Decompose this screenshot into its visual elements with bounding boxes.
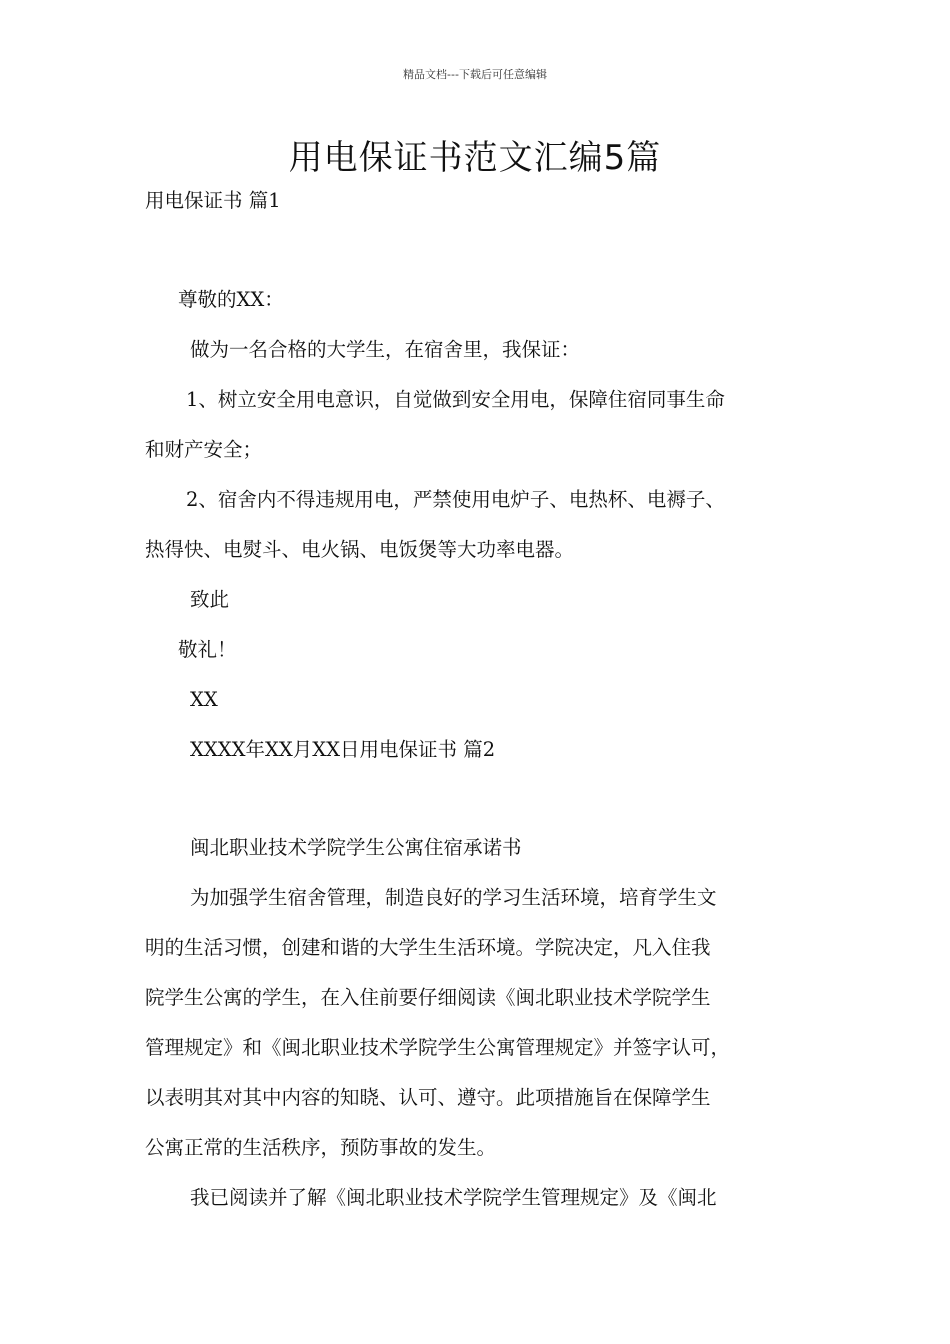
pledge-paragraph-line-4: 管理规定》和《闽北职业技术学院学生公寓管理规定》并签字认可， xyxy=(145,1036,731,1059)
signature: XX xyxy=(190,688,218,711)
page-header: 精品文档---下载后可任意编辑 xyxy=(403,68,547,81)
closing-zhici: 致此 xyxy=(190,588,230,611)
paragraph-item-2: 2、宿舍内不得违规用电，严禁使用电炉子、电热杯、电褥子、 xyxy=(186,488,725,511)
date-and-section-heading-2: XXXX年XX月XX日用电保证书 篇2 xyxy=(190,738,496,761)
pledge-title: 闽北职业技术学院学生公寓住宿承诺书 xyxy=(190,836,522,859)
paragraph-item-1: 1、树立安全用电意识，自觉做到安全用电，保障住宿同事生命 xyxy=(186,388,725,411)
section-heading-1: 用电保证书 篇1 xyxy=(145,189,281,212)
pledge-paragraph-2-line-1: 我已阅读并了解《闽北职业技术学院学生管理规定》及《闽北 xyxy=(190,1186,717,1209)
paragraph-item-1-cont: 和财产安全； xyxy=(145,438,263,461)
salutation: 尊敬的XX： xyxy=(178,288,284,311)
document-title: 用电保证书范文汇编5篇 xyxy=(288,138,662,178)
closing-jingli: 敬礼！ xyxy=(178,638,237,661)
pledge-paragraph-line-6: 公寓正常的生活秩序，预防事故的发生。 xyxy=(145,1136,497,1159)
paragraph-intro: 做为一名合格的大学生，在宿舍里，我保证： xyxy=(190,338,581,361)
paragraph-item-2-cont: 热得快、电熨斗、电火锅、电饭煲等大功率电器。 xyxy=(145,538,575,561)
pledge-paragraph-line-2: 明的生活习惯，创建和谐的大学生生活环境。学院决定，凡入住我 xyxy=(145,936,711,959)
pledge-paragraph-line-5: 以表明其对其中内容的知晓、认可、遵守。此项措施旨在保障学生 xyxy=(145,1086,711,1109)
pledge-paragraph-line-3: 院学生公寓的学生，在入住前要仔细阅读《闽北职业技术学院学生 xyxy=(145,986,711,1009)
pledge-paragraph-line-1: 为加强学生宿舍管理，制造良好的学习生活环境，培育学生文 xyxy=(190,886,717,909)
